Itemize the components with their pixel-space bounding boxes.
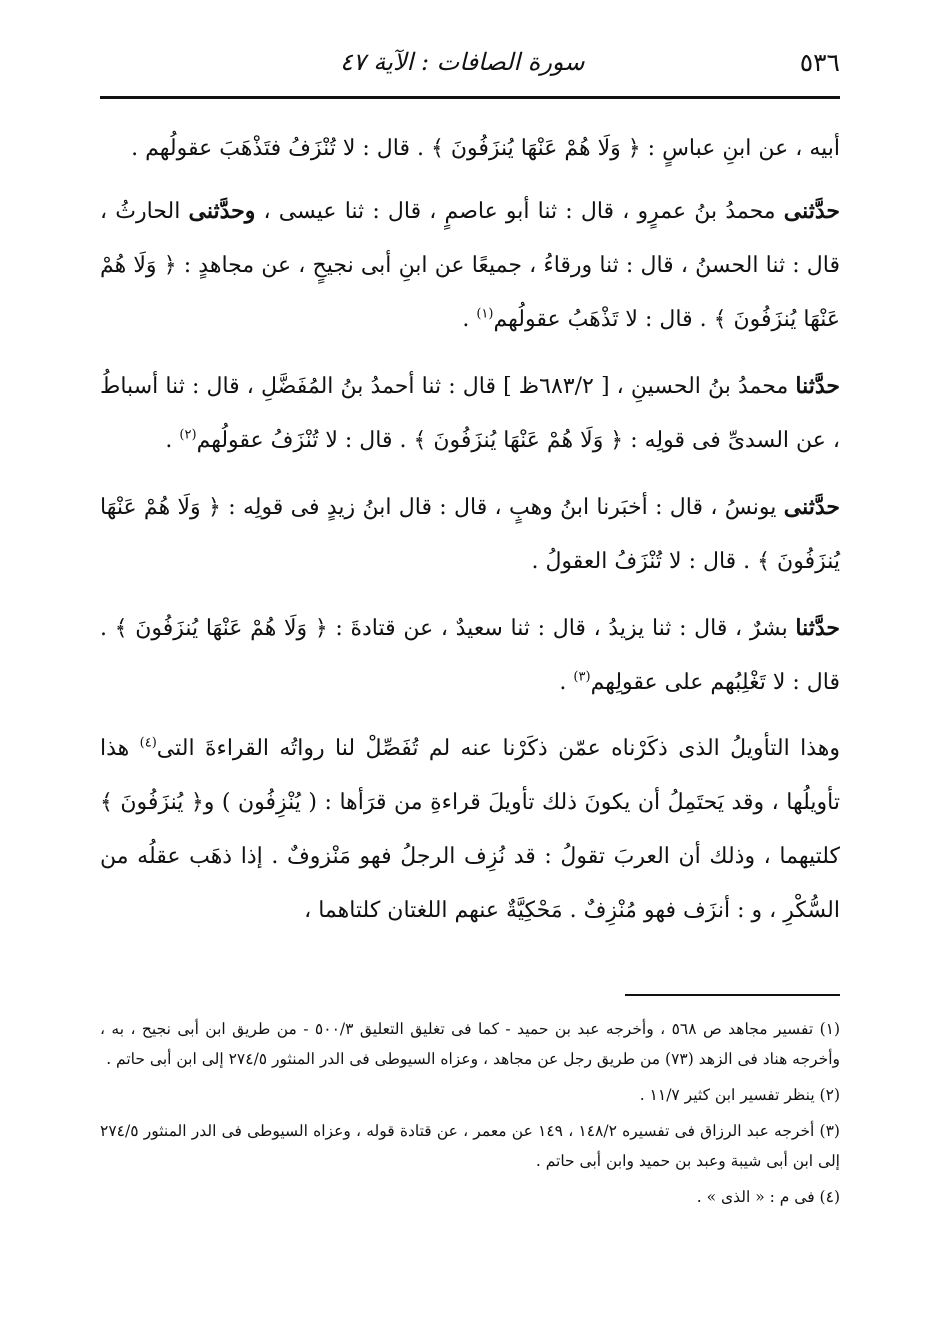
footnote: (٢) ينظر تفسير ابن كثير ١١/٧ . <box>639 1086 840 1104</box>
paragraph-text: محمدُ بنُ الحسينِ ، [ ٦٨٣/٢ظ ] قال : ثنا أحمدُ بنُ المُفَضَّلِ ، قال : ثنا أسباطُ ، عن السدىِّ فى قولِه : ﴿ وَلَا هُمْ عَنْهَا يُنزَفُونَ ﴾ . قال : لا تُنْزَفُ عقولُهم <box>100 374 840 453</box>
footnote: (٤) فى م : « الذى » . <box>696 1188 840 1206</box>
running-title: سورة الصافات : الآية ٤٧ <box>340 48 585 76</box>
paragraph <box>100 601 840 710</box>
paragraph-end: . <box>165 428 180 453</box>
paragraph <box>100 122 840 176</box>
paragraph-text: يونسُ ، قال : أخبَرنا ابنُ وهبٍ ، قال : قال ابنُ زيدٍ فى قولِه : ﴿ وَلَا هُمْ عَنْهَا يُنزَفُونَ ﴾ . قال : لا تُنْزَفُ العقولُ . <box>100 495 840 574</box>
isnad-lead: حدَّثنا <box>795 615 840 641</box>
paragraph-end: . <box>559 670 574 695</box>
footnotes <box>100 1014 840 1218</box>
paragraph-text: وهذا التأويلُ الذى ذكَرْناه عمّن ذكَرْنا عنه لم تُفَصِّلْ لنا رواتُه القراءةَ التى <box>156 736 840 761</box>
running-head <box>100 38 840 86</box>
paragraph <box>100 184 840 347</box>
footnote-rule <box>625 994 840 996</box>
footnote-ref[interactable]: (٢) <box>179 427 197 443</box>
isnad-lead: حدَّثنى <box>783 494 840 520</box>
paragraph <box>100 359 840 468</box>
header-rule <box>100 96 840 99</box>
isnad-lead: حدَّثنا <box>795 373 841 399</box>
footnote: (٣) أخرجه عبد الرزاق فى تفسيره ١٤٨/٢ ، ١٤٩ عن معمر ، عن قتادة قوله ، وعزاه السيوطى فى الدر المنثور ٢٧٤/٥ إلى ابن أبى شيبة وعبد بن حميد وابن أبى حاتم . <box>100 1122 840 1170</box>
page-number: ٥٣٦ <box>799 47 840 77</box>
footnote-ref[interactable]: (٤) <box>139 735 157 751</box>
paragraph-text: أبيه ، عن ابنِ عباسٍ : ﴿ وَلَا هُمْ عَنْهَا يُنزَفُونَ ﴾ . قال : لا تُنْزَفُ فتَذْهَبَ عقولُهم . <box>131 136 840 161</box>
paragraph-text: الحارثُ ، قال : ثنا الحسنُ ، قال : ثنا ورقاءُ ، جميعًا عن ابنِ أبى نجيحٍ ، عن مجاهدٍ : ﴿ وَلَا هُمْ عَنْهَا يُنزَفُونَ ﴾ . قال : لا تَذْهَبُ عقولُهم <box>100 199 840 332</box>
paragraph-end: . <box>462 307 477 332</box>
main-text <box>100 122 840 950</box>
paragraph-text: محمدُ بنُ عمرٍو ، قال : ثنا أبو عاصمٍ ، قال : ثنا عيسى ، <box>255 199 784 224</box>
footnote-ref[interactable]: (٣) <box>573 669 591 685</box>
paragraph <box>100 722 840 938</box>
paragraph-text: هذا تأويلُها ، وقد يَحتَمِلُ أن يكونَ ذلك تأويلَ قراءةِ من قرَأها : ( يُنْزِفُون ) و﴿ يُنزَفُونَ ﴾ كلتيهما ، وذلك أن العربَ تقولُ : قد نُزِف الرجلُ فهو مَنْزوفٌ . إذا ذهَب عقلُه من السُّكْرِ ، و : أنزَف فهو مُنْزِفٌ . مَحْكِيَّةٌ عنهم اللغتان كلتاهما ، <box>100 736 840 923</box>
footnote: (١) تفسير مجاهد ص ٥٦٨ ، وأخرجه عبد بن حميد - كما فى تغليق التعليق ٥٠٠/٣ - من طريق ابن أبى نجيح ، به ، وأخرجه هناد فى الزهد (٧٣) من طريق رجل عن مجاهد ، وعزاه السيوطى فى الدر المنثور ٢٧٤/٥ إلى ابن أبى حاتم . <box>100 1020 841 1068</box>
isnad-lead: وحدَّثنى <box>188 198 256 224</box>
footnote-ref[interactable]: (١) <box>476 306 494 322</box>
paragraph <box>100 480 840 589</box>
isnad-lead: حدَّثنى <box>783 198 840 224</box>
paragraph-text: بشرٌ ، قال : ثنا يزيدُ ، قال : ثنا سعيدٌ ، عن قتادةَ : ﴿ وَلَا هُمْ عَنْهَا يُنزَفُونَ ﴾ . قال : لا تَغْلِبُهم على عقولِهم <box>100 616 840 695</box>
